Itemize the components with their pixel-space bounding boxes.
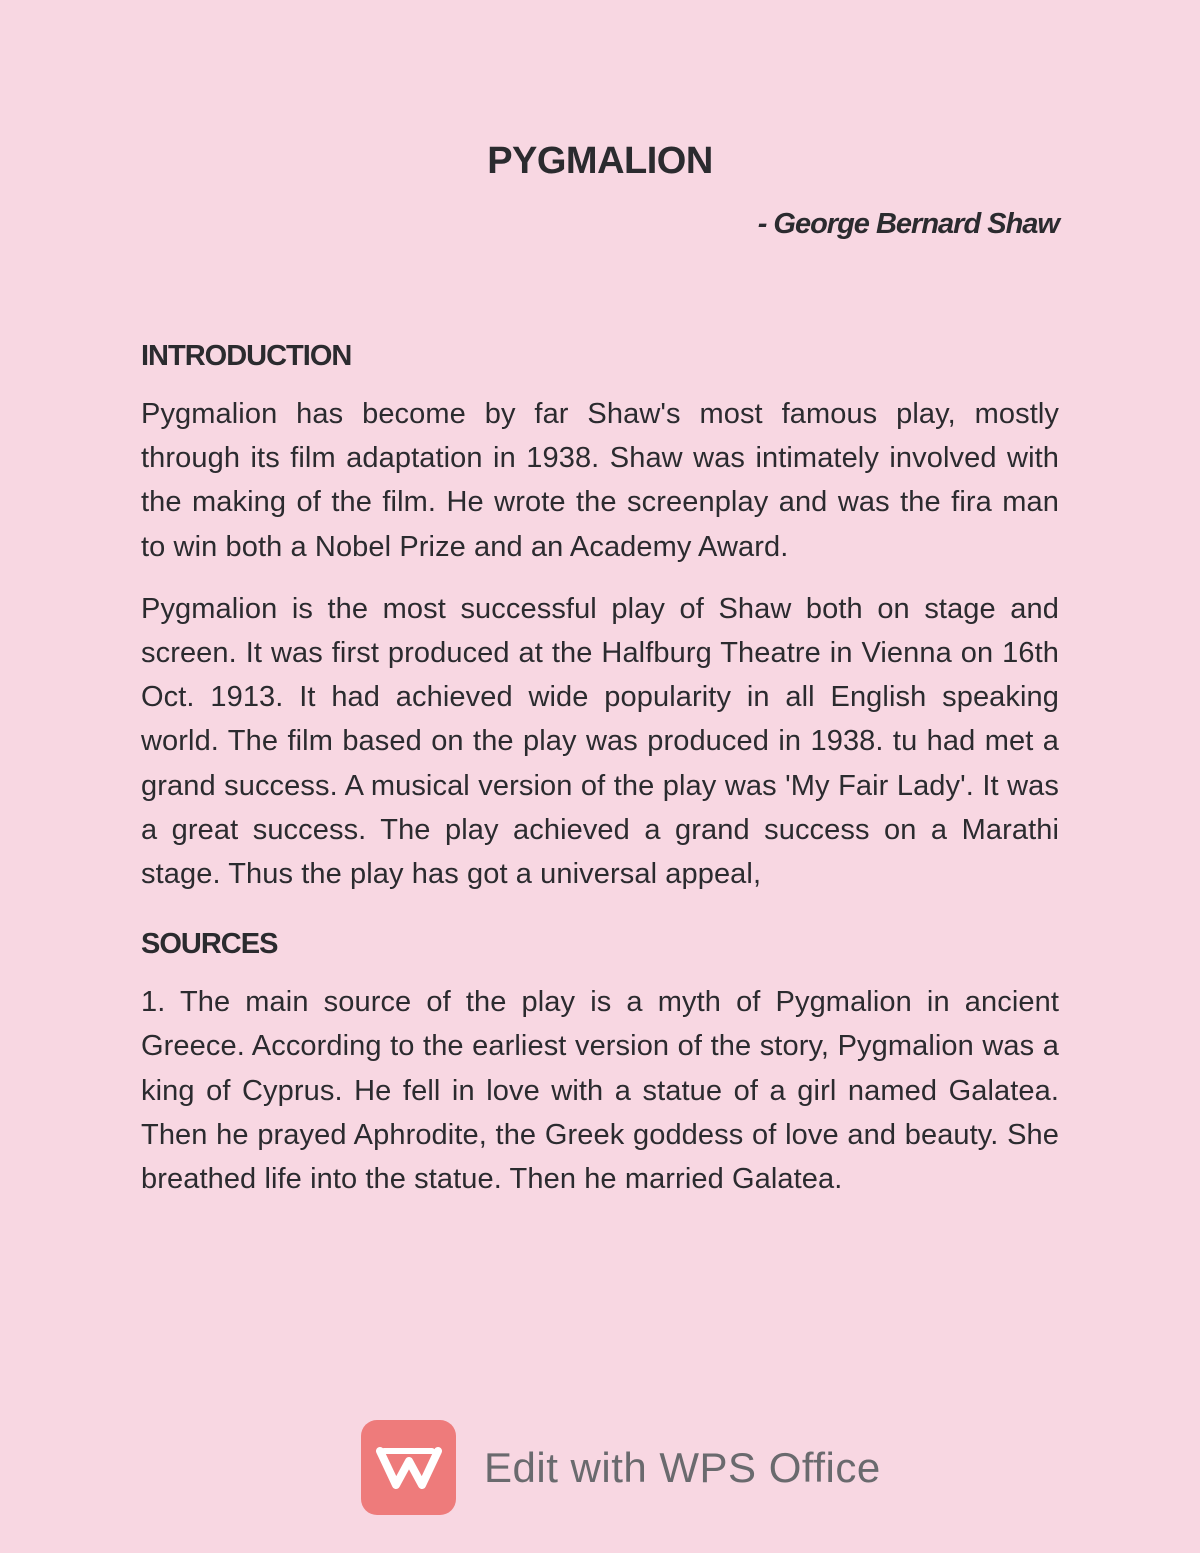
wps-office-logo-icon[interactable] <box>361 1420 456 1515</box>
wps-edit-label[interactable]: Edit with WPS Office <box>484 1443 881 1491</box>
section-heading-introduction: INTRODUCTION <box>141 340 352 372</box>
page-title: PYGMALION <box>487 140 713 182</box>
intro-paragraph-2: Pygmalion is the most successful play of Shaw both on stage and screen. It was first produced at the Halfburg Theatre in Vienna on 16th Oct. 1913. It had achieved wide popularity in all English speaking world. The film based on the play was produced in 1938. tu had met a grand success. A musical version of the play was 'My Fair Lady'. It was a great success. The play achieved a grand success on a Marathi stage. Thus the play has got a universal appeal, <box>141 592 1059 891</box>
intro-paragraph-1: Pygmalion has become by far Shaw's most famous play, mostly through its film adaptation in 1938. Shaw was intimately involved with the making of the film. He wrote the screenplay and was the fira man to win both a Nobel Prize and an Academy Award. <box>141 398 1059 563</box>
author-line: - George Bernard Shaw <box>757 208 1059 240</box>
sources-paragraph-1: 1. The main source of the play is a myth of Pygmalion in ancient Greece. According to the earliest version of the story, Pygmalion was a king of Cyprus. He fell in love with a statue of a girl named Galatea. Then he prayed Aphrodite, the Greek goddess of love and beauty. She breathed life into the statue. Then he married Galatea. <box>141 986 1059 1196</box>
section-heading-sources: SOURCES <box>141 928 278 961</box>
document-body <box>141 336 1059 1219</box>
wps-edit-banner[interactable] <box>361 1420 881 1515</box>
